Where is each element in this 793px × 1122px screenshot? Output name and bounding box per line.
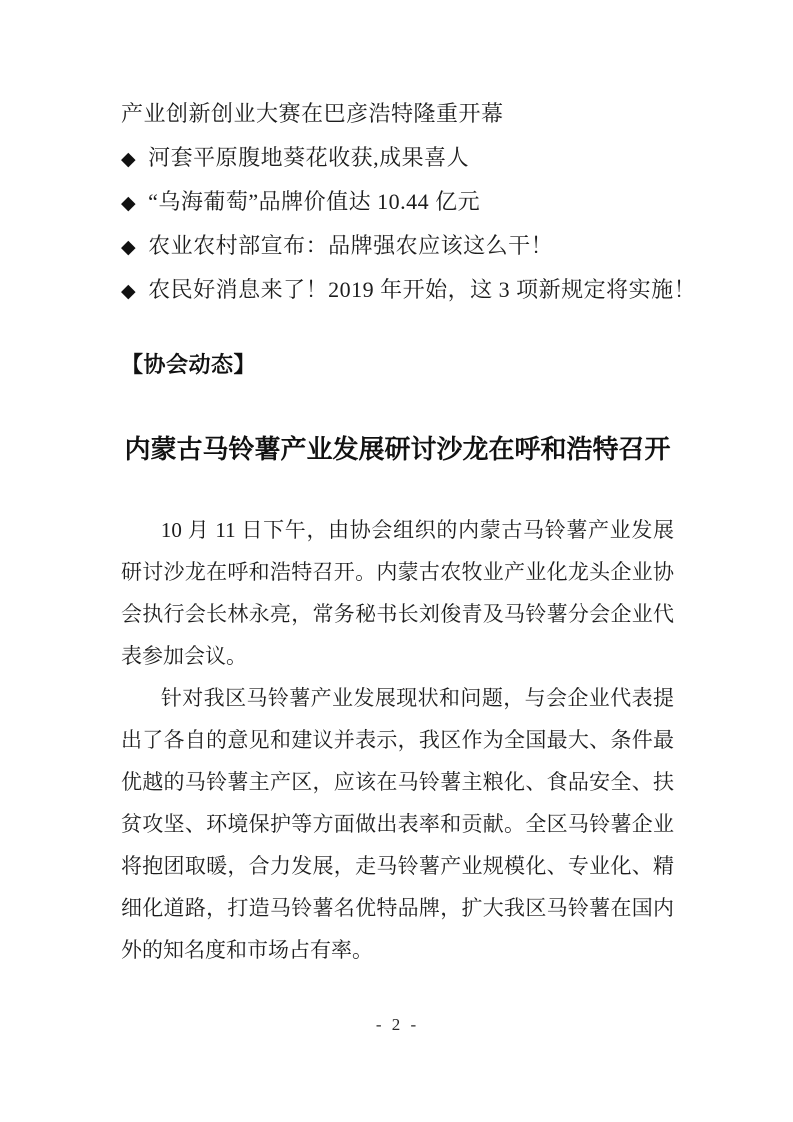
news-list-item: [121, 224, 674, 268]
paragraph-line: 研讨沙龙在呼和浩特召开。内蒙古农牧业产业化龙头企业协: [121, 560, 674, 584]
news-list-item: [121, 180, 674, 224]
news-item-overflow-line: 产业创新创业大赛在巴彦浩特隆重开幕: [121, 101, 504, 126]
news-list-item: [121, 136, 674, 180]
news-item-text: 农业农村部宣布：品牌强农应该这么干！: [148, 233, 554, 258]
paragraph-line: 会执行会长林永亮，常务秘书长刘俊青及马铃薯分会企业代: [121, 602, 674, 626]
news-list: [121, 92, 697, 312]
diamond-bullet-icon: ◆: [121, 237, 137, 258]
paragraph-line: 贫攻坚、环境保护等方面做出表率和贡献。全区马铃薯企业: [121, 812, 674, 836]
paragraph-line: 针对我区马铃薯产业发展现状和问题，与会企业代表提: [160, 686, 674, 710]
news-list-item: [121, 268, 697, 312]
paragraph-line: 优越的马铃薯主产区，应该在马铃薯主粮化、食品安全、扶: [121, 770, 674, 794]
paragraph-line: 表参加会议。: [121, 644, 247, 668]
article-title: 内蒙古马铃薯产业发展研讨沙龙在呼和浩特召开: [124, 435, 671, 464]
diamond-bullet-icon: ◆: [121, 281, 137, 302]
paragraph-line: 外的知名度和市场占有率。: [121, 938, 373, 962]
paragraph-line: 将抱团取暖，合力发展，走马铃薯产业规模化、专业化、精: [121, 854, 674, 878]
diamond-bullet-icon: ◆: [121, 193, 137, 214]
news-item-text: 农民好消息来了！2019 年开始，这 3 项新规定将实施！: [148, 277, 697, 302]
paragraph-line: 细化道路，打造马铃薯名优特品牌，扩大我区马铃薯在国内: [121, 896, 674, 920]
news-item-text: 河套平原腹地葵花收获,成果喜人: [148, 145, 470, 170]
page-number: - 2 -: [375, 1015, 420, 1034]
paragraph-line: 10 月 11 日下午，由协会组织的内蒙古马铃薯产业发展: [160, 518, 674, 542]
article-body: [121, 509, 674, 971]
diamond-bullet-icon: ◆: [121, 149, 137, 170]
section-header: 【协会动态】: [121, 352, 257, 377]
news-item-text: “乌海葡萄”品牌价值达 10.44 亿元: [148, 189, 481, 214]
paragraph-line: 出了各自的意见和建议并表示，我区作为全国最大、条件最: [121, 728, 674, 752]
